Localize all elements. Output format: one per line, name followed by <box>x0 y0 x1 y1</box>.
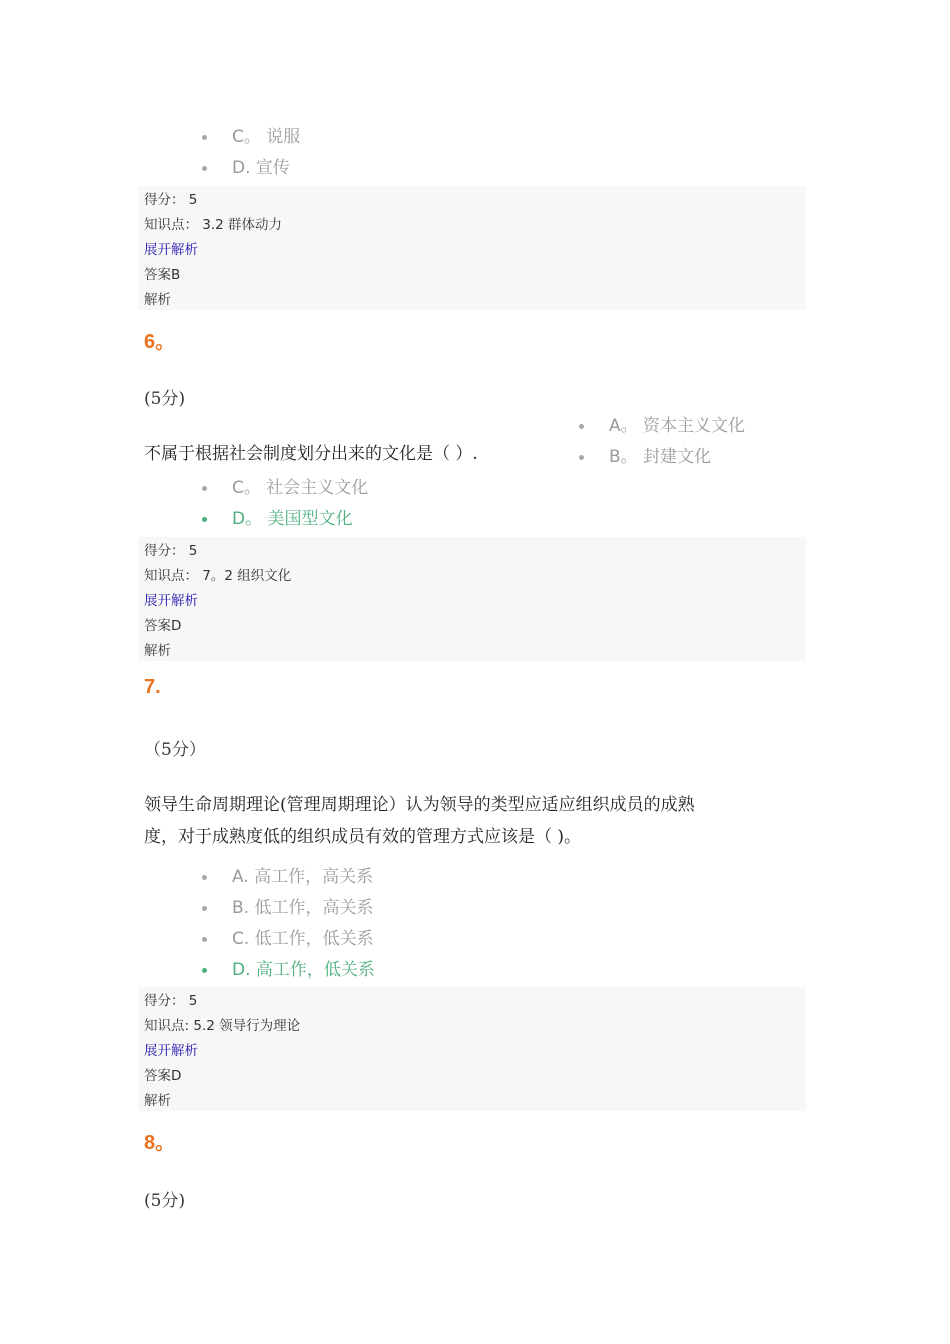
bullet-icon <box>202 968 207 973</box>
bullet-icon <box>202 517 207 522</box>
bullet-icon <box>579 424 584 429</box>
answer-line: 答案B <box>144 267 181 283</box>
expand-analysis-link[interactable]: 展开解析 <box>144 1043 198 1059</box>
analysis-label: 解析 <box>144 292 171 308</box>
score-line: 得分： 5 <box>144 192 198 208</box>
analysis-label: 解析 <box>144 643 171 659</box>
q5-option-d[interactable] <box>202 153 300 184</box>
knowledge-point-line: 知识点: 5.2 领导行为理论 <box>144 1018 301 1034</box>
answer-line: 答案D <box>144 618 182 634</box>
bullet-icon <box>579 455 584 460</box>
expand-analysis-link[interactable]: 展开解析 <box>144 242 198 258</box>
option-text: A. 高工作，高关系 <box>232 867 374 887</box>
q7-option-c[interactable] <box>202 924 375 955</box>
question-stem-line-1: 领导生命周期理论(管理周期理论）认为领导的类型应适应组织成员的成熟 <box>144 795 695 815</box>
option-text: B。 封建文化 <box>609 447 712 467</box>
bullet-icon <box>202 906 207 911</box>
q6-result-panel <box>138 537 806 661</box>
question-stem: 不属于根据社会制度划分出来的文化是（ ）. <box>144 444 478 464</box>
q7-result-panel <box>138 987 806 1111</box>
bullet-icon <box>202 135 207 140</box>
knowledge-point-line: 知识点： 3.2 群体动力 <box>144 217 283 233</box>
option-text: D. 高工作，低关系 <box>232 960 375 980</box>
q7-option-b[interactable] <box>202 893 375 924</box>
q7-option-d[interactable] <box>202 955 375 986</box>
question-number: 6。 <box>144 331 176 353</box>
question-points: (5分) <box>144 389 186 409</box>
q5-options <box>202 122 300 184</box>
q7-option-a[interactable] <box>202 862 375 893</box>
q6-option-c[interactable] <box>202 473 368 504</box>
option-text: B. 低工作，高关系 <box>232 898 374 918</box>
question-points: (5分) <box>144 1191 186 1211</box>
question-number: 8。 <box>144 1132 176 1154</box>
option-text: C。 说服 <box>232 127 301 147</box>
q6-options <box>202 473 368 535</box>
bullet-icon <box>202 166 207 171</box>
option-text: C. 低工作，低关系 <box>232 929 374 949</box>
q6-options-right <box>579 411 745 473</box>
bullet-icon <box>202 486 207 491</box>
answer-line: 答案D <box>144 1068 182 1084</box>
knowledge-point-line: 知识点： 7。2 组织文化 <box>144 568 292 584</box>
option-text: C。 社会主义文化 <box>232 478 369 498</box>
question-number: 7. <box>144 676 161 698</box>
q6-option-a[interactable] <box>579 411 745 442</box>
q6-option-b[interactable] <box>579 442 745 473</box>
score-line: 得分： 5 <box>144 993 198 1009</box>
question-stem-line-2: 度，对于成熟度低的组织成员有效的管理方式应该是（ )。 <box>144 827 582 847</box>
q6-option-d[interactable] <box>202 504 368 535</box>
question-points: （5分） <box>144 740 206 760</box>
expand-analysis-link[interactable]: 展开解析 <box>144 593 198 609</box>
q5-result-panel <box>138 186 806 310</box>
analysis-label: 解析 <box>144 1093 171 1109</box>
option-text: D。 美国型文化 <box>232 509 353 529</box>
q7-options <box>202 862 375 986</box>
q5-option-c[interactable] <box>202 122 300 153</box>
option-text: D. 宣传 <box>232 158 290 178</box>
bullet-icon <box>202 875 207 880</box>
bullet-icon <box>202 937 207 942</box>
score-line: 得分： 5 <box>144 543 198 559</box>
option-text: A。 资本主义文化 <box>609 416 746 436</box>
